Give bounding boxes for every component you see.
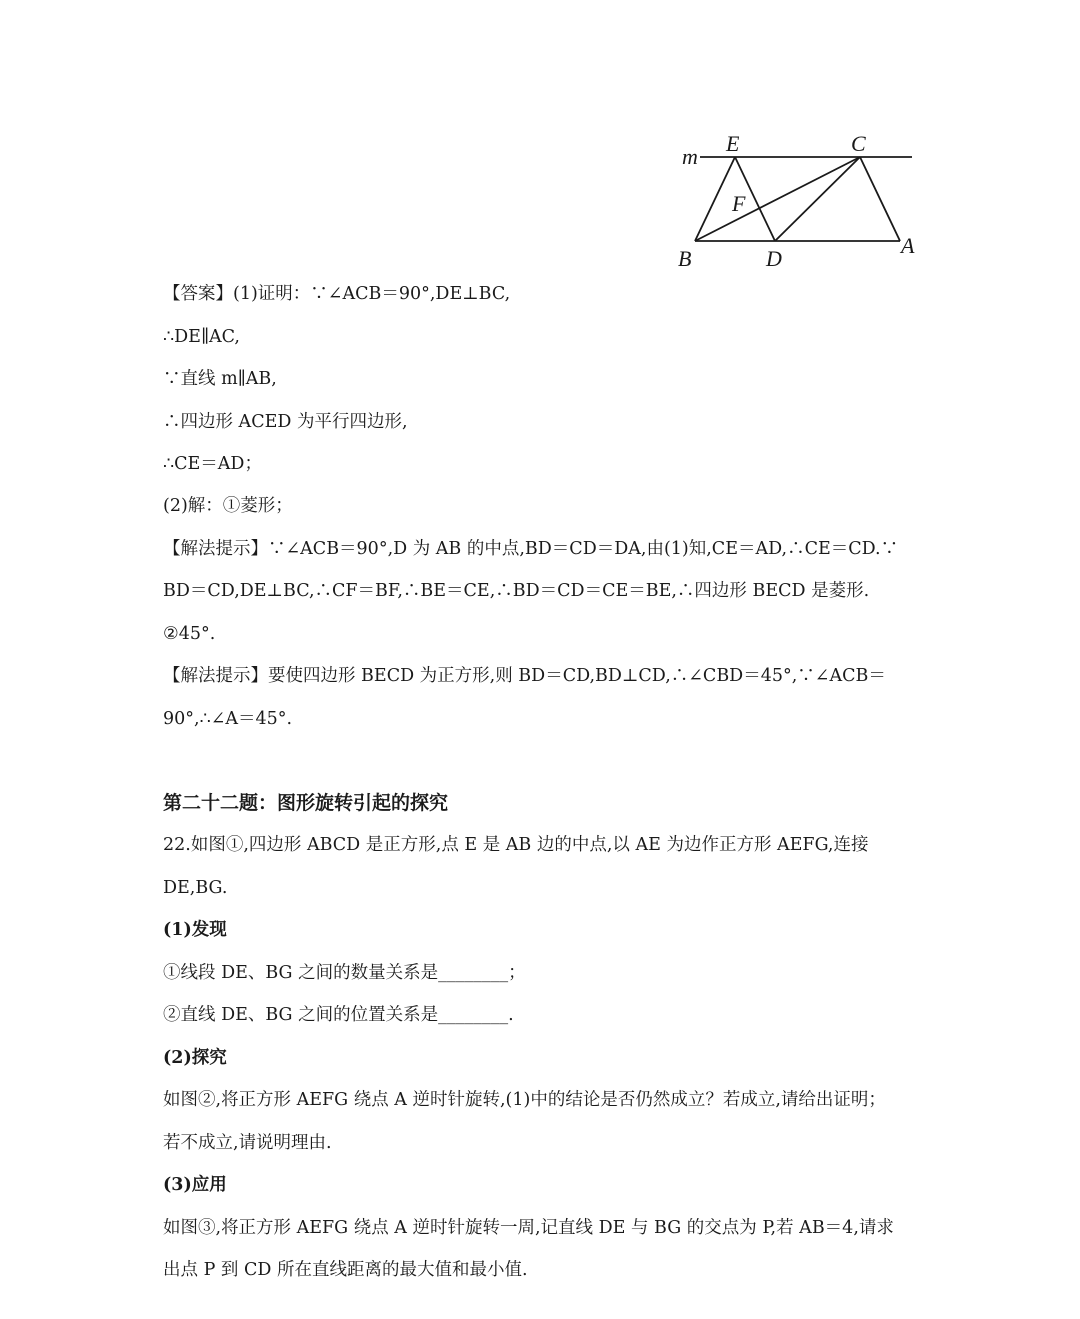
answer-line-6: (2)解：①菱形； bbox=[163, 496, 293, 516]
segment-CD bbox=[775, 157, 860, 241]
answer-line-2: ∴DE∥AC, bbox=[163, 327, 240, 347]
label-m: m bbox=[682, 144, 698, 169]
label-B: B bbox=[678, 246, 692, 271]
geometry-figure bbox=[660, 120, 940, 280]
part-2-title: (2)探究 bbox=[163, 1048, 227, 1068]
hint-line-4: 90°,∴∠A＝45°. bbox=[163, 709, 293, 729]
part-1-title: (1)发现 bbox=[163, 920, 227, 940]
part-1-item-2: ②直线 DE、BG 之间的位置关系是________. bbox=[163, 1005, 514, 1025]
label-A: A bbox=[901, 233, 915, 258]
answer-line-4: ∴四边形 ACED 为平行四边形, bbox=[163, 412, 408, 432]
part-3-line-2: 出点 P 到 CD 所在直线距离的最大值和最小值. bbox=[163, 1260, 528, 1280]
label-F: F bbox=[732, 191, 746, 216]
part-2-line-1: 如图②,将正方形 AEFG 绕点 A 逆时针旋转,(1)中的结论是否仍然成立？若成立,请给出证明； bbox=[163, 1090, 886, 1110]
part-1-item-1: ①线段 DE、BG 之间的数量关系是________； bbox=[163, 963, 526, 983]
part-2-line-2: 若不成立,请说明理由. bbox=[163, 1133, 332, 1153]
part-3-line-1: 如图③,将正方形 AEFG 绕点 A 逆时针旋转一周,记直线 DE 与 BG 的交点为 P,若 AB＝4,请求 bbox=[163, 1218, 894, 1238]
label-D: D bbox=[766, 246, 782, 271]
hint-line-3: 【解法提示】要使四边形 BECD 为正方形,则 BD＝CD,BD⊥CD,∴∠CBD＝45°,∵∠ACB＝ bbox=[163, 666, 886, 686]
hint-line-1: 【解法提示】∵∠ACB＝90°,D 为 AB 的中点,BD＝CD＝DA,由(1)知,CE＝AD,∴CE＝CD.∵ bbox=[163, 539, 899, 559]
segment-BE bbox=[695, 157, 735, 241]
answer-line-3: ∵直线 m∥AB, bbox=[163, 369, 277, 389]
question-line-2: DE,BG. bbox=[163, 878, 228, 898]
answer-line-1: 【答案】(1)证明：∵∠ACB＝90°,DE⊥BC, bbox=[163, 284, 511, 304]
label-E: E bbox=[726, 131, 740, 156]
question-line-1: 22.如图①,四边形 ABCD 是正方形,点 E 是 AB 边的中点,以 AE 为边作正方形 AEFG,连接 bbox=[163, 835, 869, 855]
answer-line-5: ∴CE＝AD； bbox=[163, 454, 262, 474]
hint-line-2: BD＝CD,DE⊥BC,∴CF＝BF,∴BE＝CE,∴BD＝CD＝CE＝BE,∴四边形 BECD 是菱形. bbox=[163, 581, 870, 601]
label-C: C bbox=[851, 131, 866, 156]
segment-CA bbox=[860, 157, 900, 241]
section-heading: 第二十二题：图形旋转引起的探究 bbox=[163, 792, 449, 814]
answer-line-7: ②45°. bbox=[163, 624, 216, 644]
part-3-title: (3)应用 bbox=[163, 1175, 227, 1195]
segment-BC bbox=[695, 157, 860, 241]
